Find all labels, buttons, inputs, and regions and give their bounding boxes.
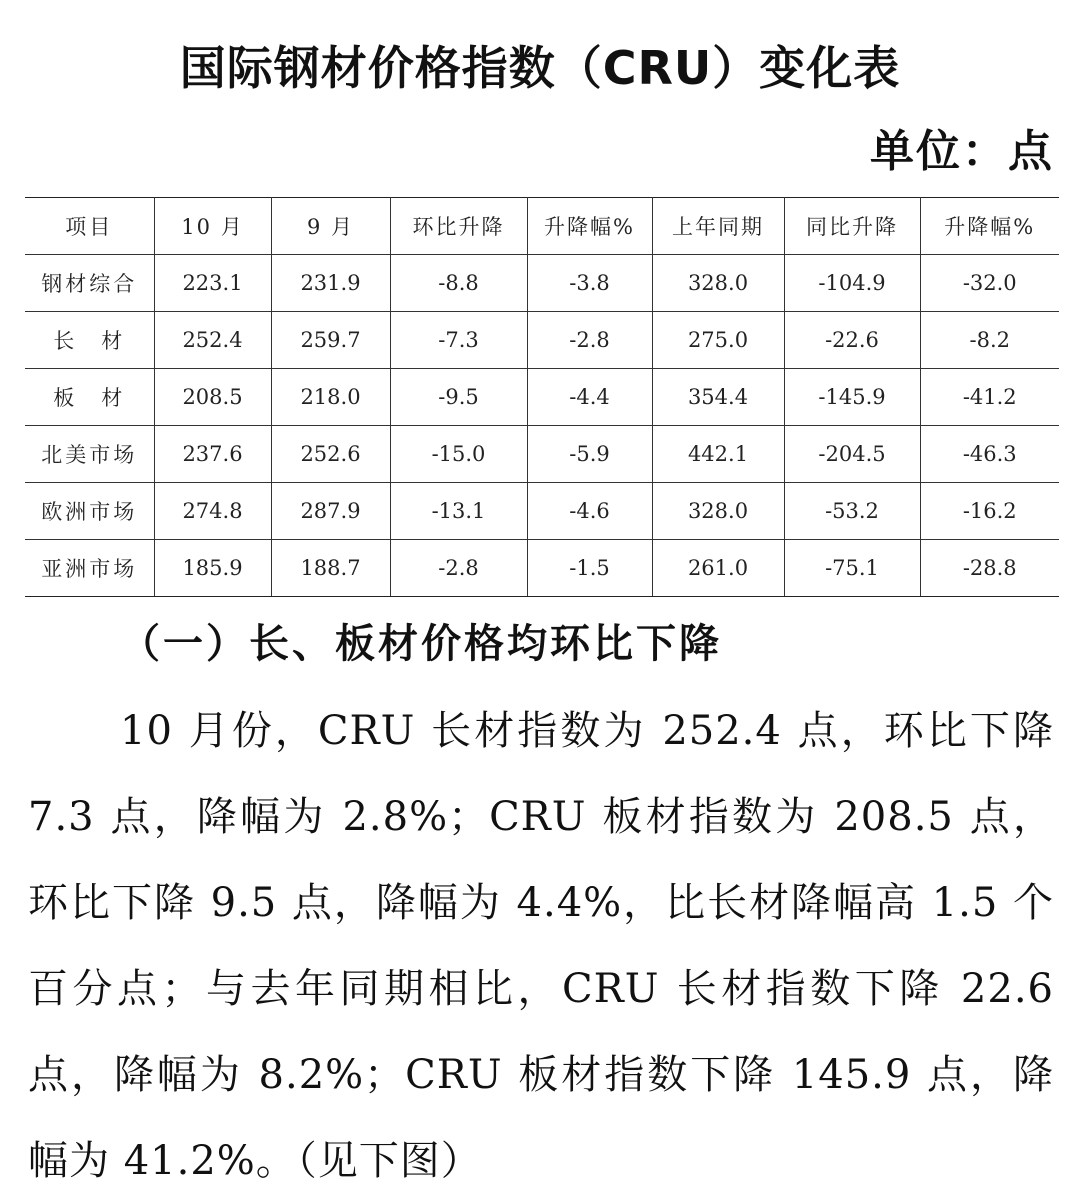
row-label: 北美市场 [25, 426, 154, 483]
table-cell: -46.3 [920, 426, 1059, 483]
table-cell: 287.9 [271, 483, 390, 540]
table-cell: 442.1 [652, 426, 784, 483]
table-cell: -22.6 [784, 312, 920, 369]
table-cell: 259.7 [271, 312, 390, 369]
table-cell: 208.5 [154, 369, 271, 426]
table-cell: 188.7 [271, 540, 390, 597]
table-cell: -5.9 [527, 426, 652, 483]
cru-price-index-table [25, 197, 1059, 597]
table-cell: -8.8 [390, 255, 527, 312]
table-cell: -104.9 [784, 255, 920, 312]
table-cell: 328.0 [652, 483, 784, 540]
header-yoy-percent: 升降幅% [920, 198, 1059, 255]
table-cell: 275.0 [652, 312, 784, 369]
table-cell: 252.6 [271, 426, 390, 483]
table-cell: -1.5 [527, 540, 652, 597]
header-mom-change: 环比升降 [390, 198, 527, 255]
header-yoy-change: 同比升降 [784, 198, 920, 255]
table-cell: 223.1 [154, 255, 271, 312]
table-cell: 274.8 [154, 483, 271, 540]
table-cell: -15.0 [390, 426, 527, 483]
section-heading: （一）长、板材价格均环比下降 [120, 620, 722, 667]
table-cell: 218.0 [271, 369, 390, 426]
table-cell: -9.5 [390, 369, 527, 426]
table-cell: 237.6 [154, 426, 271, 483]
header-item: 项目 [25, 198, 154, 255]
table-cell: 354.4 [652, 369, 784, 426]
table-header-row [25, 198, 1059, 255]
table-row [25, 255, 1059, 312]
table-cell: 252.4 [154, 312, 271, 369]
row-label: 钢材综合 [25, 255, 154, 312]
table-row [25, 426, 1059, 483]
table-row [25, 483, 1059, 540]
table-cell: -16.2 [920, 483, 1059, 540]
body-paragraph: 10 月份，CRU 长材指数为 252.4 点，环比下降 7.3 点，降幅为 2.8%；CRU 板材指数为 208.5 点，环比下降 9.5 点，降幅为 4.4%，比长材降幅高 1.5 个百分点；与去年同期相比，CRU 长材指数下降 22.6 点，降幅为 8.2%；CRU 板材指数下降 145.9 点，降幅为 41.2%。（见下图） [28, 708, 1054, 1184]
table-cell: -7.3 [390, 312, 527, 369]
table-cell: -204.5 [784, 426, 920, 483]
table-row [25, 369, 1059, 426]
header-last-year: 上年同期 [652, 198, 784, 255]
table-cell: -53.2 [784, 483, 920, 540]
unit-label: 单位：点 [870, 126, 1054, 177]
table-cell: -41.2 [920, 369, 1059, 426]
table-cell: -8.2 [920, 312, 1059, 369]
table-cell: -4.4 [527, 369, 652, 426]
table-cell: 185.9 [154, 540, 271, 597]
table-cell: -2.8 [527, 312, 652, 369]
header-mom-percent: 升降幅% [527, 198, 652, 255]
table-cell: -2.8 [390, 540, 527, 597]
table-cell: -3.8 [527, 255, 652, 312]
table-row [25, 540, 1059, 597]
row-label: 长 材 [25, 312, 154, 369]
table-cell: -28.8 [920, 540, 1059, 597]
row-label: 欧洲市场 [25, 483, 154, 540]
row-label: 板 材 [25, 369, 154, 426]
table-cell: -145.9 [784, 369, 920, 426]
table-cell: -75.1 [784, 540, 920, 597]
table-cell: -32.0 [920, 255, 1059, 312]
document-title: 国际钢材价格指数（CRU）变化表 [179, 41, 901, 95]
table-cell: 328.0 [652, 255, 784, 312]
table-cell: 261.0 [652, 540, 784, 597]
table-cell: 231.9 [271, 255, 390, 312]
header-october: 10 月 [154, 198, 271, 255]
table-cell: -4.6 [527, 483, 652, 540]
header-september: 9 月 [271, 198, 390, 255]
row-label: 亚洲市场 [25, 540, 154, 597]
table-row [25, 312, 1059, 369]
table-cell: -13.1 [390, 483, 527, 540]
